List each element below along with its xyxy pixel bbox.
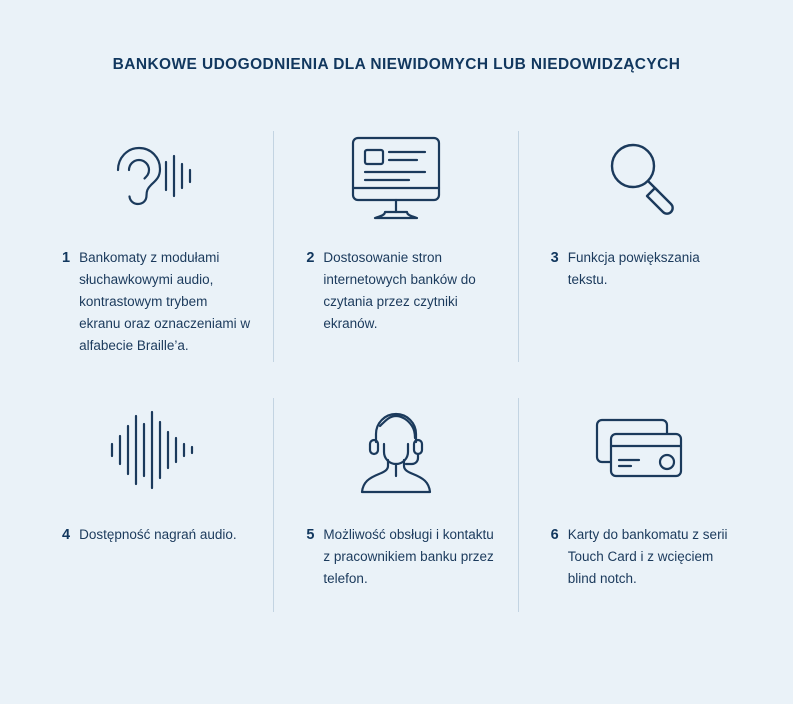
item-description-1: Bankomaty z modułami słuchawkowymi audio, kontrastowym trybem ekranu oraz oznaczeniami w alfabecie Braille’a. <box>79 250 251 353</box>
item-number-2: 2 <box>306 250 315 267</box>
item-description-3: Funkcja powiększania tekstu. <box>567 250 700 287</box>
item-card-4 <box>30 380 274 630</box>
items-grid <box>0 113 793 630</box>
item-text-6 <box>541 524 741 590</box>
payment-cards-icon <box>541 390 741 510</box>
item-card-1 <box>30 113 274 380</box>
audio-waveform-icon <box>52 390 252 510</box>
item-text-2 <box>296 247 496 334</box>
item-description-2: Dostosowanie stron internetowych banków do czytania przez czytniki ekranów. <box>323 250 476 331</box>
item-text-4 <box>52 524 252 547</box>
item-number-6: 6 <box>550 527 559 544</box>
item-card-3 <box>519 113 763 380</box>
headset-operator-icon <box>296 390 496 510</box>
page-title: BANKOWE UDOGODNIENIA DLA NIEWIDOMYCH LUB NIEDOWIDZĄCYCH <box>112 56 681 73</box>
item-number-3: 3 <box>550 250 559 267</box>
item-number-1: 1 <box>62 250 71 267</box>
item-description-6: Karty do bankomatu z serii Touch Card i z wcięciem blind notch. <box>567 527 728 587</box>
item-description-4: Dostępność nagrań audio. <box>79 527 237 543</box>
item-text-3 <box>541 247 741 291</box>
item-number-5: 5 <box>306 527 315 544</box>
item-description-5: Możliwość obsługi i kontaktu z pracownikiem banku przez telefon. <box>323 527 494 587</box>
item-text-5 <box>296 524 496 590</box>
item-card-2 <box>274 113 518 380</box>
ear-soundwave-icon <box>52 123 252 233</box>
item-number-4: 4 <box>62 527 71 544</box>
magnifier-icon <box>541 123 741 233</box>
item-card-6 <box>519 380 763 630</box>
desktop-monitor-icon <box>296 123 496 233</box>
item-text-1 <box>52 247 252 356</box>
item-card-5 <box>274 380 518 630</box>
